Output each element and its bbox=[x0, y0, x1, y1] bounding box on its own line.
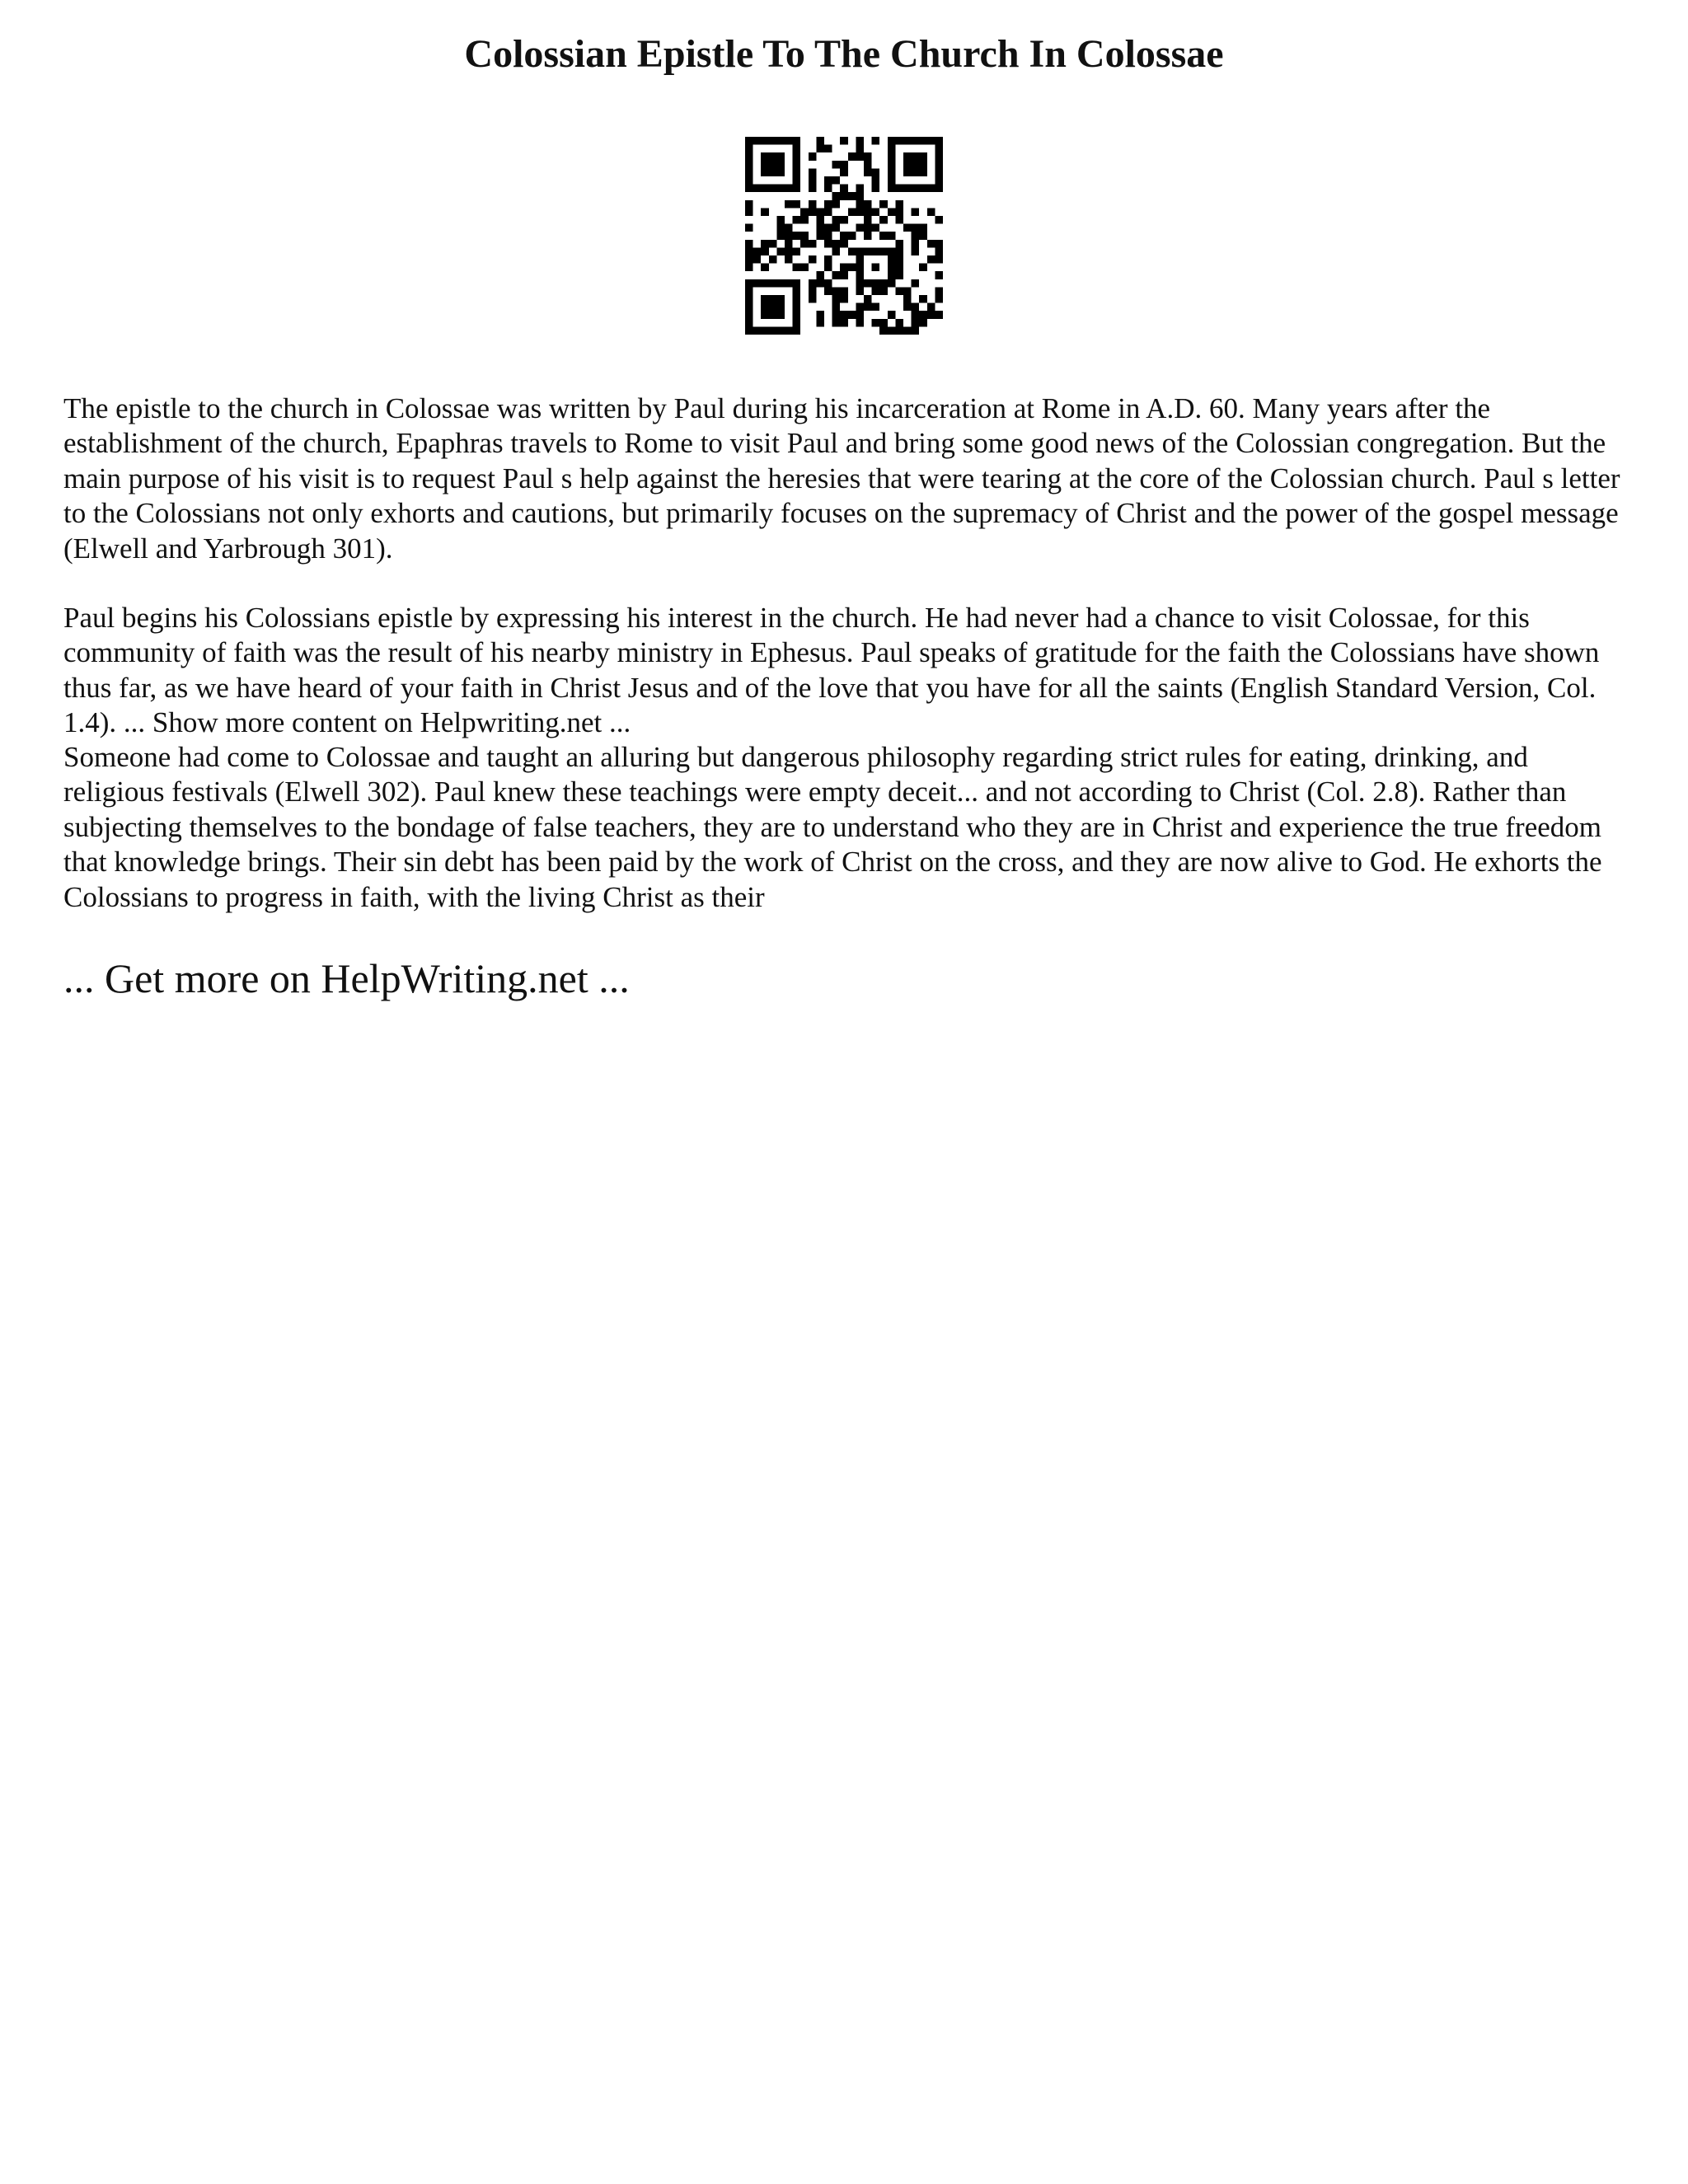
get-more-link[interactable]: ... Get more on HelpWriting.net ... bbox=[63, 955, 630, 1001]
page-title: Colossian Epistle To The Church In Colossae bbox=[464, 32, 1224, 76]
body-paragraph-2: Paul begins his Colossians epistle by expressing his interest in the church. He had never had a chance to visit Colossae, for this community of faith was the result of his nearby ministry in Ephesus. Paul speaks of gratitude for the faith the Colossians have shown thus far, as we have heard of your faith in Christ Jesus and of the love that you have for all the saints (English Standard Version, Col. 1.4). ... Show more content on Helpwriting.net ... bbox=[63, 602, 1600, 739]
body-paragraph-3: Someone had come to Colossae and taught an alluring but dangerous philosophy regarding strict rules for eating, drinking, and religious festivals (Elwell 302). Paul knew these teachings were empty deceit... and not according to Christ (Col. 2.8). Rather than subjecting themselves to the bondage of false teachers, they are to understand who they are in Christ and experience the true freedom that knowledge brings. Their sin debt has been paid by the work of Christ on the cross, and they are now alive to God. He exhorts the Colossians to progress in faith, with the living Christ as their bbox=[63, 741, 1602, 913]
qr-code-graphic bbox=[745, 137, 943, 335]
qr-code-icon bbox=[745, 137, 943, 335]
body-paragraph-1: The epistle to the church in Colossae was written by Paul during his incarceration at Rome in A.D. 60. Many years after the establishment of the church, Epaphras travels to Rome to visit Paul and bring some good news of the Colossian congregation. But the main purpose of his visit is to request Paul s help against the heresies that were tearing at the core of the Colossian church. Paul s letter to the Colossians not only exhorts and cautions, but primarily focuses on the supremacy of Christ and the power of the gospel message (Elwell and Yarbrough 301). bbox=[63, 392, 1620, 565]
